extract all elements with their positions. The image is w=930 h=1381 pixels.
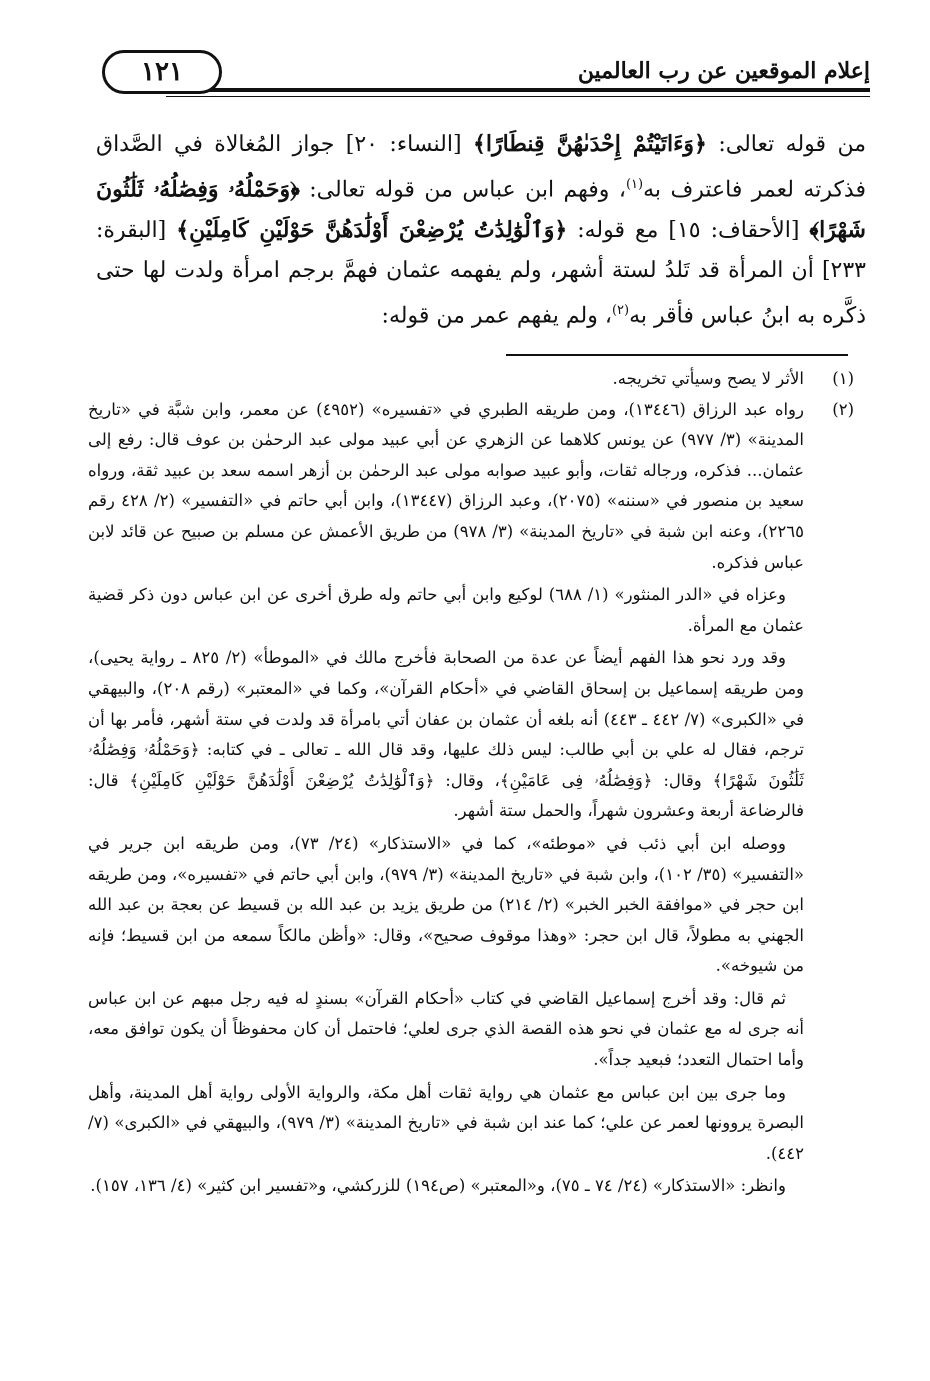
page-number: ١٢١ (102, 50, 222, 94)
quran-verse: ﴿وَحَمْلُهُۥ وَفِصَٰلُهُۥ ثَلَٰثُونَ شَهْرًا﴾ (96, 176, 866, 244)
text-run: ، ولم يفهم عمر من قوله: (381, 303, 612, 329)
running-title: إعلام الموقعين عن رب العالمين (577, 58, 870, 84)
footnote-text: رواه عبد الرزاق (١٣٤٤٦)، ومن طريقه الطبري في «تفسيره» (٤٩٥٢) عن معمر، وابن شبَّة في «تاريخ المدينة» (٣/ ٩٧٧) عن يونس كلاهما عن الزهري عن أبي عبيد مولى عبد الرحمٰن بن عوف قال: رفع إلى عثمان... فذكره، ورجاله ثقات، وأبو عبيد صوابه مولى عبد الرحمٰن بن أزهر اسمه سعد بن عبيد ثقة، ورواه سعيد بن منصور في «سننه» (٢٠٧٥)، وعبد الرزاق (١٣٤٤٧)، وابن أبي حاتم في «التفسير» (٢/ ٤٢٨ رقم ٢٢٦٥)، وعنه ابن شبة في «تاريخ المدينة» (٣/ ٩٧٨) من طريق الأعمش عن مسلم بن صبيح عن قائد لابن عباس فذكره. (88, 399, 804, 572)
body-paragraph (96, 124, 866, 337)
footnote-paragraph: وقد ورد نحو هذا الفهم أيضاً عن عدة من الصحابة فأخرج مالك في «الموطأ» (٢/ ٨٢٥ ـ رواية يحيى)، ومن طريقه إسماعيل بن إسحاق القاضي في «أحكام القرآن»، وكما في «المعتبر» (رقم ٢٠٨)، والبيهقي في «الكبرى» (٧/ ٤٤٢ ـ ٤٤٣) أنه بلغه أن عثمان بن عفان أتي بامرأة قد ولدت في ستة أشهر، فأمر بها أن ترجم، فقال له علي بن أبي طالب: ليس ذلك عليها، وقد قال الله ـ تعالى ـ في كتابه: ﴿وَحَمْلُهُۥ وَفِصَٰلُهُۥ ثَلَٰثُونَ شَهْرًا﴾ وقال: ﴿وَفِصَٰلُهُۥ فِى عَامَيْنِ﴾، وقال: ﴿وَٱلْوَٰلِدَٰتُ يُرْضِعْنَ أَوْلَٰدَهُنَّ حَوْلَيْنِ كَامِلَيْنِ﴾ قال: فالرضاعة أربعة وعشرون شهراً، والحمل ستة أشهر. (88, 648, 804, 821)
text-run: [النساء: ٢٠] جواز المُغالاة في الصَّداق فذكرته لعمر فاعترف به (96, 132, 866, 203)
main-text (96, 124, 866, 337)
footnote-2 (88, 395, 854, 1202)
footnote-paragraph: ثم قال: وقد أخرج إسماعيل القاضي في كتاب «أحكام القرآن» بسندٍ له فيه رجل مبهم عن ابن عباس أنه جرى له مع عثمان في نحو هذه القصة الذي جرى لعلي؛ فاحتمل أن كان محفوظاً أن يكون توافق معه، وأما احتمال التعدد؛ فبعيد جداً». (88, 988, 804, 1070)
header-rule (166, 88, 870, 92)
footnote-paragraph: وعزاه في «الدر المنثور» (١/ ٦٨٨) لوكيع وابن أبي حاتم وله طرق أخرى عن ابن عباس دون ذكر قضية عثمان مع المرأة. (88, 585, 804, 635)
header-rule-thin (166, 96, 870, 97)
footnote-number: (١) (832, 369, 854, 388)
page-header (96, 50, 870, 114)
footnote-number: (٢) (832, 399, 854, 419)
footnote-paragraph: وما جرى بين ابن عباس مع عثمان هي رواية ثقات أهل مكة، والرواية الأولى رواية أهل المدينة، وأهل البصرة يروونها لعمر عن علي؛ كما عند ابن شبة في «تاريخ المدينة» (٣/ ٩٧٩)، والبيهقي في «الكبرى» (٧/ ٤٤٢). (88, 1082, 804, 1163)
footnote-ref[interactable]: (١) (625, 177, 644, 192)
text-run: من قوله تعالى: (706, 132, 866, 157)
quran-verse: ﴿وَٱلْوَٰلِدَٰتُ يُرْضِعْنَ أَوْلَٰدَهُنَّ حَوْلَيْنِ كَامِلَيْنِ﴾ (176, 217, 568, 244)
footnotes (88, 364, 854, 1202)
footnote-paragraph: ووصله ابن أبي ذئب في «موطئه»، كما في «الاستذكار» (٢٤/ ٧٣)، ومن طريقه ابن جرير في «التفسير» (٣٥/ ١٠٢)، وابن شبة في «تاريخ المدينة» (٣/ ٩٧٩)، وابن أبي حاتم في «تفسيره»، ومن طريقه ابن حجر في «موافقة الخبر الخبر» (٢/ ٢١٤) من طريق يزيد بن عبد الله بن قسيط عن بعجة بن عبد الله الجهني به مطولاً، قال ابن حجر: «وهذا موقوف صحيح»، وقال: «وأظن مالكاً سمعه من ابن قسيط؛ فإنه من شيوخه». (88, 833, 805, 976)
text-run: ، وفهم ابن عباس من قوله تعالى: (299, 177, 626, 203)
footnote-text: الأثر لا يصح وسيأتي تخريجه. (612, 369, 804, 388)
quran-verse: ﴿وَءَاتَيْتُمْ إِحْدَىٰهُنَّ قِنطَارًا﴾ (472, 131, 707, 157)
text-run: [البقرة: ٢٣٣] أن المرأة قد تَلدُ لستة أشهر، ولم يفهمه عثمان فهمَّ برجم امرأة ولدت لها حتى ذكَّره به ابنُ عباس فأقر به (96, 218, 866, 329)
footnote-paragraph: وانظر: «الاستذكار» (٢٤/ ٧٤ ـ ٧٥)، و«المعتبر» (ص١٩٤) للزركشي، و«تفسير ابن كثير» (٤/ ١٣٦، ١٥٧). (90, 1176, 786, 1196)
footnote-1 (88, 364, 854, 395)
text-run: [الأحقاف: ١٥] مع قوله: (567, 218, 810, 244)
footnote-ref[interactable]: (٢) (611, 303, 630, 319)
footnote-separator (506, 354, 848, 356)
